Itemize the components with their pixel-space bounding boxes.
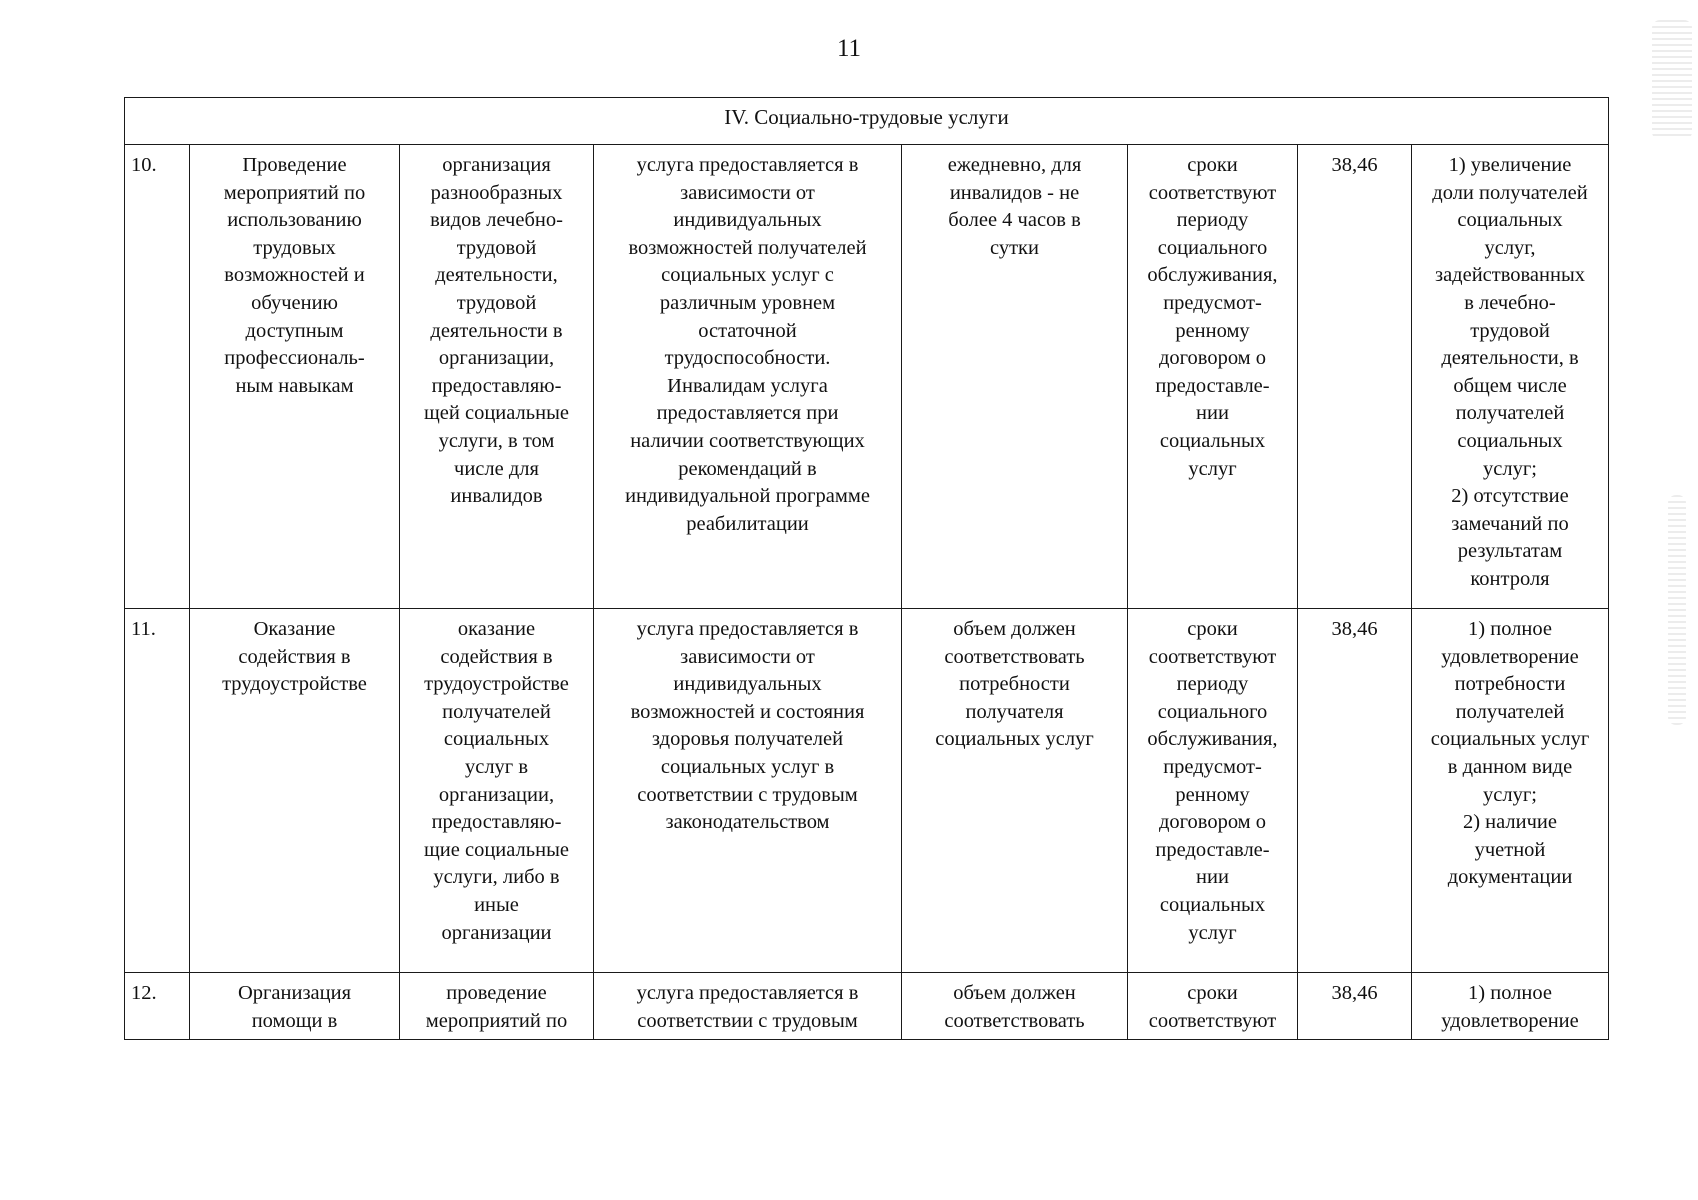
conditions-line: услуга предоставляется в (636, 618, 859, 640)
service-name-line: трудовых (253, 236, 336, 259)
services-table (124, 97, 1609, 1040)
service-name-line: ным навыкам (235, 374, 354, 397)
table-row (125, 973, 1609, 1040)
description-line: числе для (454, 457, 539, 480)
conditions-line: индивидуальных (673, 209, 822, 232)
terms-line: нии (1196, 402, 1229, 425)
service-name-line: мероприятий по (223, 181, 366, 204)
conditions-line: законодательством (665, 811, 830, 834)
description-line: деятельности, (435, 264, 558, 287)
service-volume-cell (902, 973, 1128, 1040)
terms-line: сроки (1187, 618, 1238, 640)
row-number: 10. (125, 145, 190, 609)
description-line: предоставляю- (431, 374, 562, 397)
terms-line: предусмот- (1163, 291, 1262, 314)
indicator-line: 2) отсутствие (1451, 485, 1569, 508)
conditions-line: остаточной (698, 319, 797, 342)
service-name-line: Проведение (242, 154, 347, 176)
indicator-line: 1) увеличение (1448, 154, 1572, 176)
terms-line: предусмот- (1163, 755, 1262, 778)
quality-indicators-cell (1412, 145, 1609, 609)
description-line: социальных (443, 728, 550, 751)
service-price-cell: 38,46 (1298, 609, 1412, 973)
indicator-line: получателей (1455, 402, 1565, 425)
description-line: трудовой (456, 291, 537, 314)
service-name-line: доступным (245, 319, 344, 342)
indicator-line: социальных (1457, 429, 1563, 452)
terms-line: обслуживания, (1147, 728, 1278, 751)
terms-line: социального (1157, 700, 1268, 723)
conditions-line: индивидуальных (673, 673, 822, 696)
description-line: организации, (438, 783, 555, 806)
conditions-line: предоставляется при (656, 402, 839, 425)
description-line: инвалидов (450, 485, 543, 508)
service-description-cell (400, 609, 594, 973)
conditions-line: реабилитации (686, 512, 809, 535)
terms-line: периоду (1176, 673, 1249, 696)
volume-line: получателя (965, 700, 1064, 723)
conditions-line: соответствии с трудовым (637, 783, 858, 806)
terms-line: периоду (1176, 209, 1249, 232)
description-line: щие социальные (424, 838, 569, 861)
terms-line: ренному (1175, 783, 1250, 806)
conditions-line: трудоспособности. (664, 347, 831, 370)
indicator-line: удовлетворение (1441, 645, 1579, 668)
service-description-cell (400, 973, 594, 1040)
volume-line: соответствовать (944, 645, 1085, 668)
service-name-line: возможностей и (224, 264, 365, 287)
indicator-line: социальных (1457, 209, 1563, 232)
indicator-line: документации (1447, 866, 1573, 889)
volume-line: сутки (990, 236, 1039, 259)
terms-line: сроки (1187, 982, 1238, 1004)
indicator-line: общем числе (1453, 374, 1567, 397)
service-name-line: Организация (237, 982, 352, 1004)
scan-artifact-top (1652, 20, 1692, 140)
conditions-line: услуга предоставляется в (636, 154, 859, 176)
indicator-line: результатам (1457, 540, 1563, 563)
indicator-line: получателей (1455, 700, 1565, 723)
volume-line: объем должен (953, 982, 1076, 1004)
service-name-line: использованию (227, 209, 362, 232)
indicator-line: контроля (1470, 567, 1550, 590)
terms-line: социальных (1159, 893, 1266, 916)
indicator-line: доли получателей (1432, 181, 1588, 204)
conditions-line: Инвалидам услуга (667, 374, 828, 397)
table-row (125, 145, 1609, 609)
terms-line: соответствуют (1148, 645, 1277, 668)
indicator-line: услуг; (1483, 457, 1537, 480)
volume-line: ежедневно, для (947, 154, 1082, 176)
conditions-line: социальных услуг с (661, 264, 834, 287)
terms-line: нии (1196, 866, 1229, 889)
service-name-line: трудоустройстве (222, 673, 367, 696)
quality-indicators-cell (1412, 973, 1609, 1040)
scan-artifact-middle (1668, 495, 1686, 725)
service-price-cell: 38,46 (1298, 145, 1412, 609)
terms-line: предоставле- (1155, 838, 1270, 861)
indicator-line: трудовой (1470, 319, 1550, 342)
conditions-line: соответствии с трудовым (637, 1009, 858, 1032)
description-line: получателей (442, 700, 551, 723)
service-terms-cell (1128, 145, 1298, 609)
service-name-line: содействия в (238, 645, 351, 668)
description-line: организация (442, 154, 551, 176)
volume-line: объем должен (953, 618, 1076, 640)
service-name-cell (190, 145, 400, 609)
terms-line: соответствуют (1148, 181, 1277, 204)
service-name-cell (190, 973, 400, 1040)
terms-line: договором о (1158, 347, 1267, 370)
service-name-line: Оказание (253, 618, 336, 640)
terms-line: сроки (1187, 154, 1238, 176)
description-line: организации (441, 921, 552, 944)
indicator-line: 2) наличие (1462, 811, 1558, 834)
service-description-cell (400, 145, 594, 609)
service-price-cell: 38,46 (1298, 973, 1412, 1040)
indicator-line: деятельности, в (1441, 347, 1579, 370)
volume-line: инвалидов - не (949, 181, 1080, 204)
volume-line: соответствовать (944, 1009, 1085, 1032)
conditions-line: наличии соответствующих (630, 429, 865, 452)
table-row (125, 609, 1609, 973)
description-line: разнообразных (430, 181, 563, 204)
page-number: 11 (836, 35, 862, 62)
description-line: предоставляю- (431, 811, 562, 834)
service-conditions-cell (594, 609, 902, 973)
quality-indicators-cell (1412, 609, 1609, 973)
volume-line: потребности (959, 673, 1070, 696)
description-line: трудовой (456, 236, 537, 259)
description-line: щей социальные (424, 402, 569, 425)
section-header-row (125, 98, 1609, 145)
description-line: оказание (457, 618, 536, 640)
description-line: услуги, в том (438, 429, 555, 452)
conditions-line: возможностей и состояния (630, 700, 865, 723)
conditions-line: здоровья получателей (651, 728, 844, 751)
terms-line: социальных (1159, 429, 1266, 452)
terms-line: социального (1157, 236, 1268, 259)
terms-line: ренному (1175, 319, 1250, 342)
indicator-line: в лечебно- (1464, 291, 1556, 314)
service-terms-cell (1128, 609, 1298, 973)
indicator-line: в данном виде (1447, 755, 1573, 778)
indicator-line: удовлетворение (1441, 1009, 1579, 1032)
service-name-cell (190, 609, 400, 973)
conditions-line: различным уровнем (659, 291, 836, 314)
service-terms-cell (1128, 973, 1298, 1040)
volume-line: более 4 часов в (948, 209, 1081, 232)
terms-line: договором о (1158, 811, 1267, 834)
volume-line: социальных услуг (935, 728, 1094, 751)
terms-line: предоставле- (1155, 374, 1270, 397)
terms-line: обслуживания, (1147, 264, 1278, 287)
indicator-line: задействованных (1434, 264, 1586, 287)
description-line: мероприятий по (425, 1009, 568, 1032)
conditions-line: услуга предоставляется в (636, 982, 859, 1004)
description-line: проведение (446, 982, 547, 1004)
indicator-line: замечаний по (1451, 512, 1569, 535)
description-line: содействия в (440, 645, 553, 668)
indicator-line: социальных услуг (1430, 728, 1590, 751)
conditions-line: рекомендаций в (678, 457, 817, 480)
row-number: 12. (125, 973, 190, 1040)
description-line: видов лечебно- (430, 209, 563, 232)
indicator-line: 1) полное (1468, 618, 1552, 640)
indicator-line: 1) полное (1468, 982, 1552, 1004)
terms-line: услуг (1188, 921, 1237, 944)
terms-line: соответствуют (1148, 1009, 1277, 1032)
description-line: трудоустройстве (424, 673, 569, 696)
conditions-line: зависимости от (680, 645, 815, 668)
description-line: услуг в (464, 755, 529, 778)
conditions-line: индивидуальной программе (625, 485, 870, 508)
service-conditions-cell (594, 145, 902, 609)
conditions-line: зависимости от (680, 181, 815, 204)
indicator-line: потребности (1454, 673, 1566, 696)
description-line: организации, (438, 347, 555, 370)
indicator-line: услуг; (1483, 783, 1537, 806)
row-number: 11. (125, 609, 190, 973)
service-volume-cell (902, 145, 1128, 609)
service-volume-cell (902, 609, 1128, 973)
conditions-line: возможностей получателей (628, 236, 867, 259)
description-line: деятельности в (430, 319, 563, 342)
service-conditions-cell (594, 973, 902, 1040)
terms-line: услуг (1188, 457, 1237, 480)
indicator-line: учетной (1474, 838, 1546, 861)
conditions-line: социальных услуг в (660, 755, 835, 778)
service-name-line: помощи в (251, 1009, 338, 1032)
description-line: услуги, либо в (433, 866, 560, 889)
indicator-line: услуг, (1484, 236, 1536, 259)
service-name-line: профессиональ- (224, 347, 365, 370)
description-line: иные (474, 893, 519, 916)
service-name-line: обучению (251, 291, 338, 314)
section-title: IV. Социально-трудовые услуги (125, 98, 1609, 145)
